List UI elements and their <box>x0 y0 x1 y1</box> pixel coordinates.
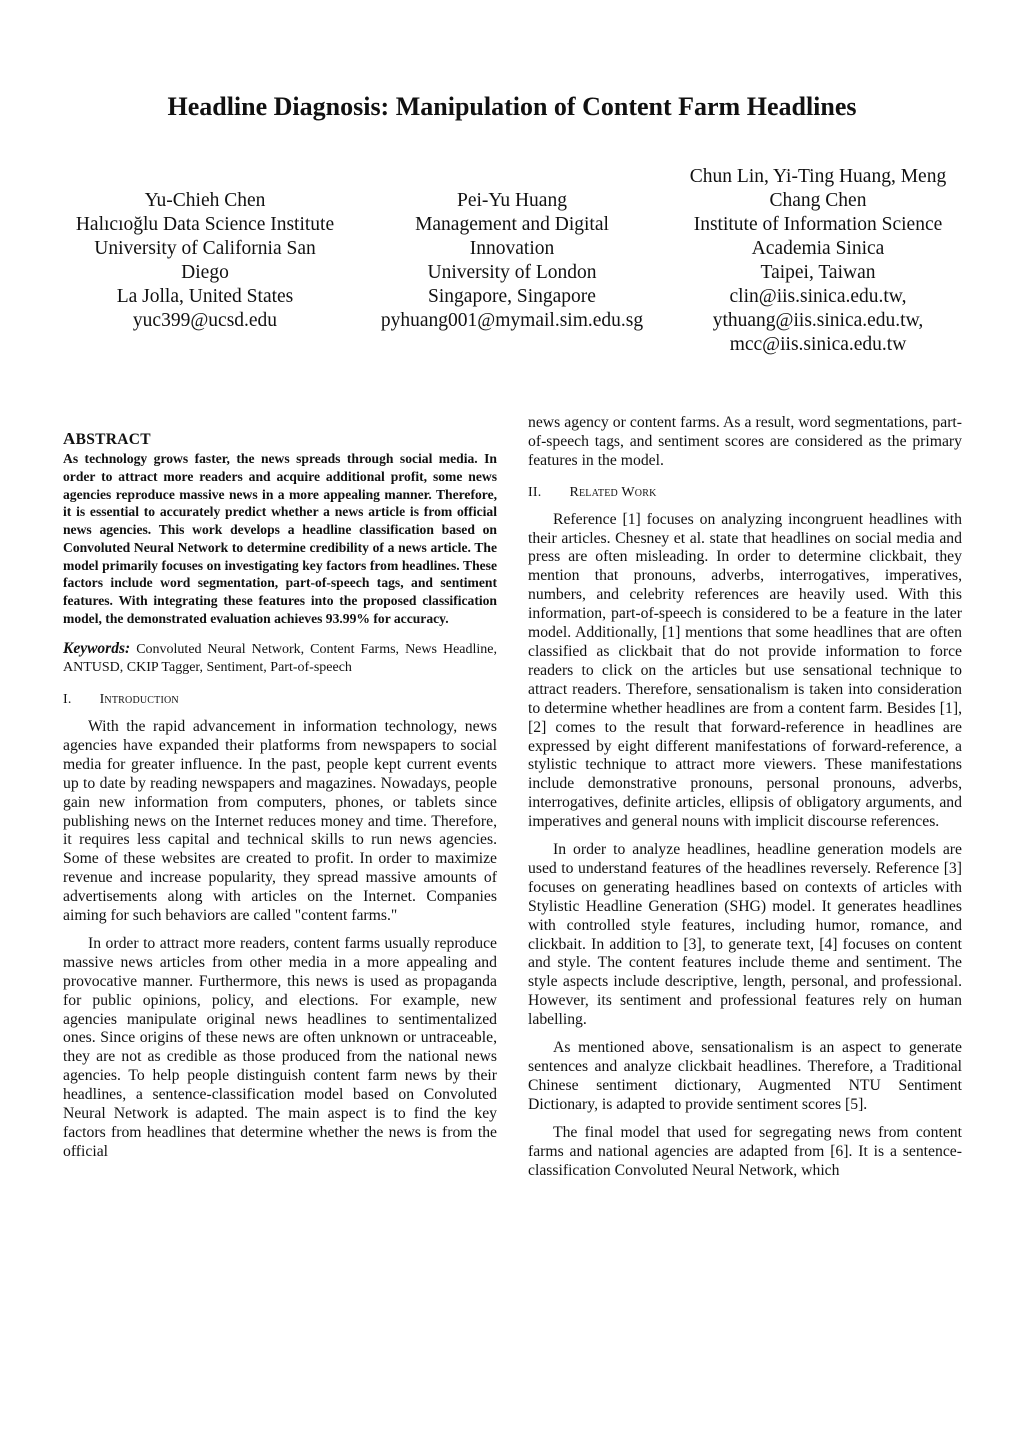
author-affiliation: Management and Digital <box>415 214 609 235</box>
intro-paragraph-2: In order to attract more readers, content farms usually reproduce massive news articles from other media in a more appealing and provocative manner. Furthermore, this news is used as propaganda for public opinions, policy, and elections. For example, new agencies manipulate original news headlines to sentimentalized ones. Since origins of these news are often unknown or untraceable, they are not as credible as those produced from the national news agencies. To help people distinguish content farm news by their headlines, a sentence-classification model based on Convoluted Neural Network is adapted. The main aspect is to find the key factors from headlines that determine whether the news is from the official <box>63 934 497 1160</box>
related-paragraph-1: Reference [1] focuses on analyzing incongruent headlines with their articles. Chesney et al. state that headlines on social media and press are often misleading. In order to determine clickbait, they mention that pronouns, adverbs, interrogatives, imperatives, numbers, and celebrity references are heavily used. With this information, part-of-speech is considered to be a feature in the later model. Additionally, [1] mentions that some headlines that are often classified as clickbait that do not provide information to force readers to click on the articles but use sensational technique to attract readers. Therefore, sensationalism is taken into consideration to determine whether headlines are from a content farm. Besides [1], [2] comes to the result that forward-reference in headlines are expressed by eight different manifestations of forward-reference, a stylistic technique to attract more viewers. These manifestations include demonstrative pronouns, personal pronouns, adverbs, interrogatives, definite articles, ellipsis of obligatory arguments, and imperatives and general nouns with implicit discourse references. <box>528 510 962 831</box>
author-affiliation-cont: Innovation <box>469 238 555 259</box>
keywords-label: Keywords: <box>63 639 131 657</box>
author-location: Taipei, Taiwan <box>760 262 876 283</box>
author-names-cont: Chang Chen <box>769 190 867 211</box>
related-paragraph-4: The final model that used for segregating news from content farms and national agencies are adapted from [6]. It is a sentence-classification Convoluted Neural Network, which <box>528 1123 962 1179</box>
author-institution: Academia Sinica <box>751 238 885 259</box>
author-email: yuc399@ucsd.edu <box>132 310 278 331</box>
author-name: Yu-Chieh Chen <box>144 190 266 211</box>
keywords-text: Convoluted Neural Network, Content Farms, News Headline, ANTUSD, CKIP Tagger, Sentiment, Part-of-speech <box>63 641 498 676</box>
author-block-2 <box>357 189 667 333</box>
author-university-cont: Diego <box>181 262 229 283</box>
paper-title: Headline Diagnosis: Manipulation of Content Farm Headlines <box>167 92 857 121</box>
author-email-3: mcc@iis.sinica.edu.tw <box>729 334 907 355</box>
author-name: Pei-Yu Huang <box>457 190 567 211</box>
author-email-2: ythuang@iis.sinica.edu.tw, <box>712 310 924 331</box>
author-names: Chun Lin, Yi-Ting Huang, Meng <box>689 166 947 187</box>
abstract-text: As technology grows faster, the news spreads through social media. In order to attract more readers and acquire additional profit, some news agencies reproduce massive news in a more appealing manner. Therefore, it is essential to accurately predict whether a news article is from official news agencies. This work develops a headline classification based on Convoluted Neural Network to determine credibility of a news article. The model primarily focuses on investigating key factors from headlines. These factors include word segmentation, part-of-speech tags, and sentiment features. With integrating these features into the proposed classification model, the demonstrated evaluation achieves 93.99% for accuracy. <box>63 450 497 627</box>
author-block-3 <box>668 165 968 357</box>
right-column <box>528 414 962 1180</box>
author-university: University of London <box>427 262 597 283</box>
section-heading-introduction: I. Introduction <box>63 692 179 708</box>
keywords <box>63 640 497 678</box>
author-location: Singapore, Singapore <box>428 286 596 307</box>
author-affiliation: Institute of Information Science <box>693 214 943 235</box>
author-university: University of California San <box>94 238 316 259</box>
author-email: pyhuang001@mymail.sim.edu.sg <box>380 310 644 331</box>
author-block-1 <box>50 189 360 333</box>
intro-paragraph-2-continuation: news agency or content farms. As a result, word segmentations, part-of-speech tags, and sentiment scores are considered as the primary features in the model. <box>528 414 962 469</box>
author-location: La Jolla, United States <box>116 286 294 307</box>
left-column <box>63 430 497 1162</box>
intro-paragraph-1: With the rapid advancement in information technology, news agencies have expanded their platforms from newspapers to social media for greater influence. In the past, people kept current events up to date by reading newspapers and magazines. Nowadays, people gain new information from computers, phones, or tablets since publishing news on the Internet reduces money and time. Therefore, it requires less capital and technical skills to run news agencies. Some of these websites are created to profit. In order to maximize revenue and increase popularity, they spread massive amounts of advertisements along with articles on the Internet. Companies aiming for such behaviors are called "content farms." <box>63 717 497 925</box>
related-paragraph-3: As mentioned above, sensationalism is an aspect to generate sentences and analyze clickbait headlines. Therefore, a Traditional Chinese sentiment dictionary, Augmented NTU Sentiment Dictionary, is adapted to provide sentiment scores [5]. <box>528 1039 962 1113</box>
related-paragraph-2: In order to analyze headlines, headline generation models are used to understand features of the headlines reversely. Reference [3] focuses on generating headlines based on contexts of articles with Stylistic Headline Generation (SHG) model. It generates headlines with controlled style features, including humor, romance, and clickbait. In addition to [3], to generate text, [4] focuses on content and style. The content features include theme and sentiment. The style aspects include descriptive, length, personal, and professional. However, its sentiment and professional features rely on human labelling. <box>528 841 962 1029</box>
author-email-1: clin@iis.sinica.edu.tw, <box>729 286 907 307</box>
author-affiliation: Halıcıoğlu Data Science Institute <box>75 214 335 235</box>
section-heading-related-work: II. Related Work <box>528 484 657 500</box>
abstract-heading: ABSTRACT <box>63 429 151 448</box>
